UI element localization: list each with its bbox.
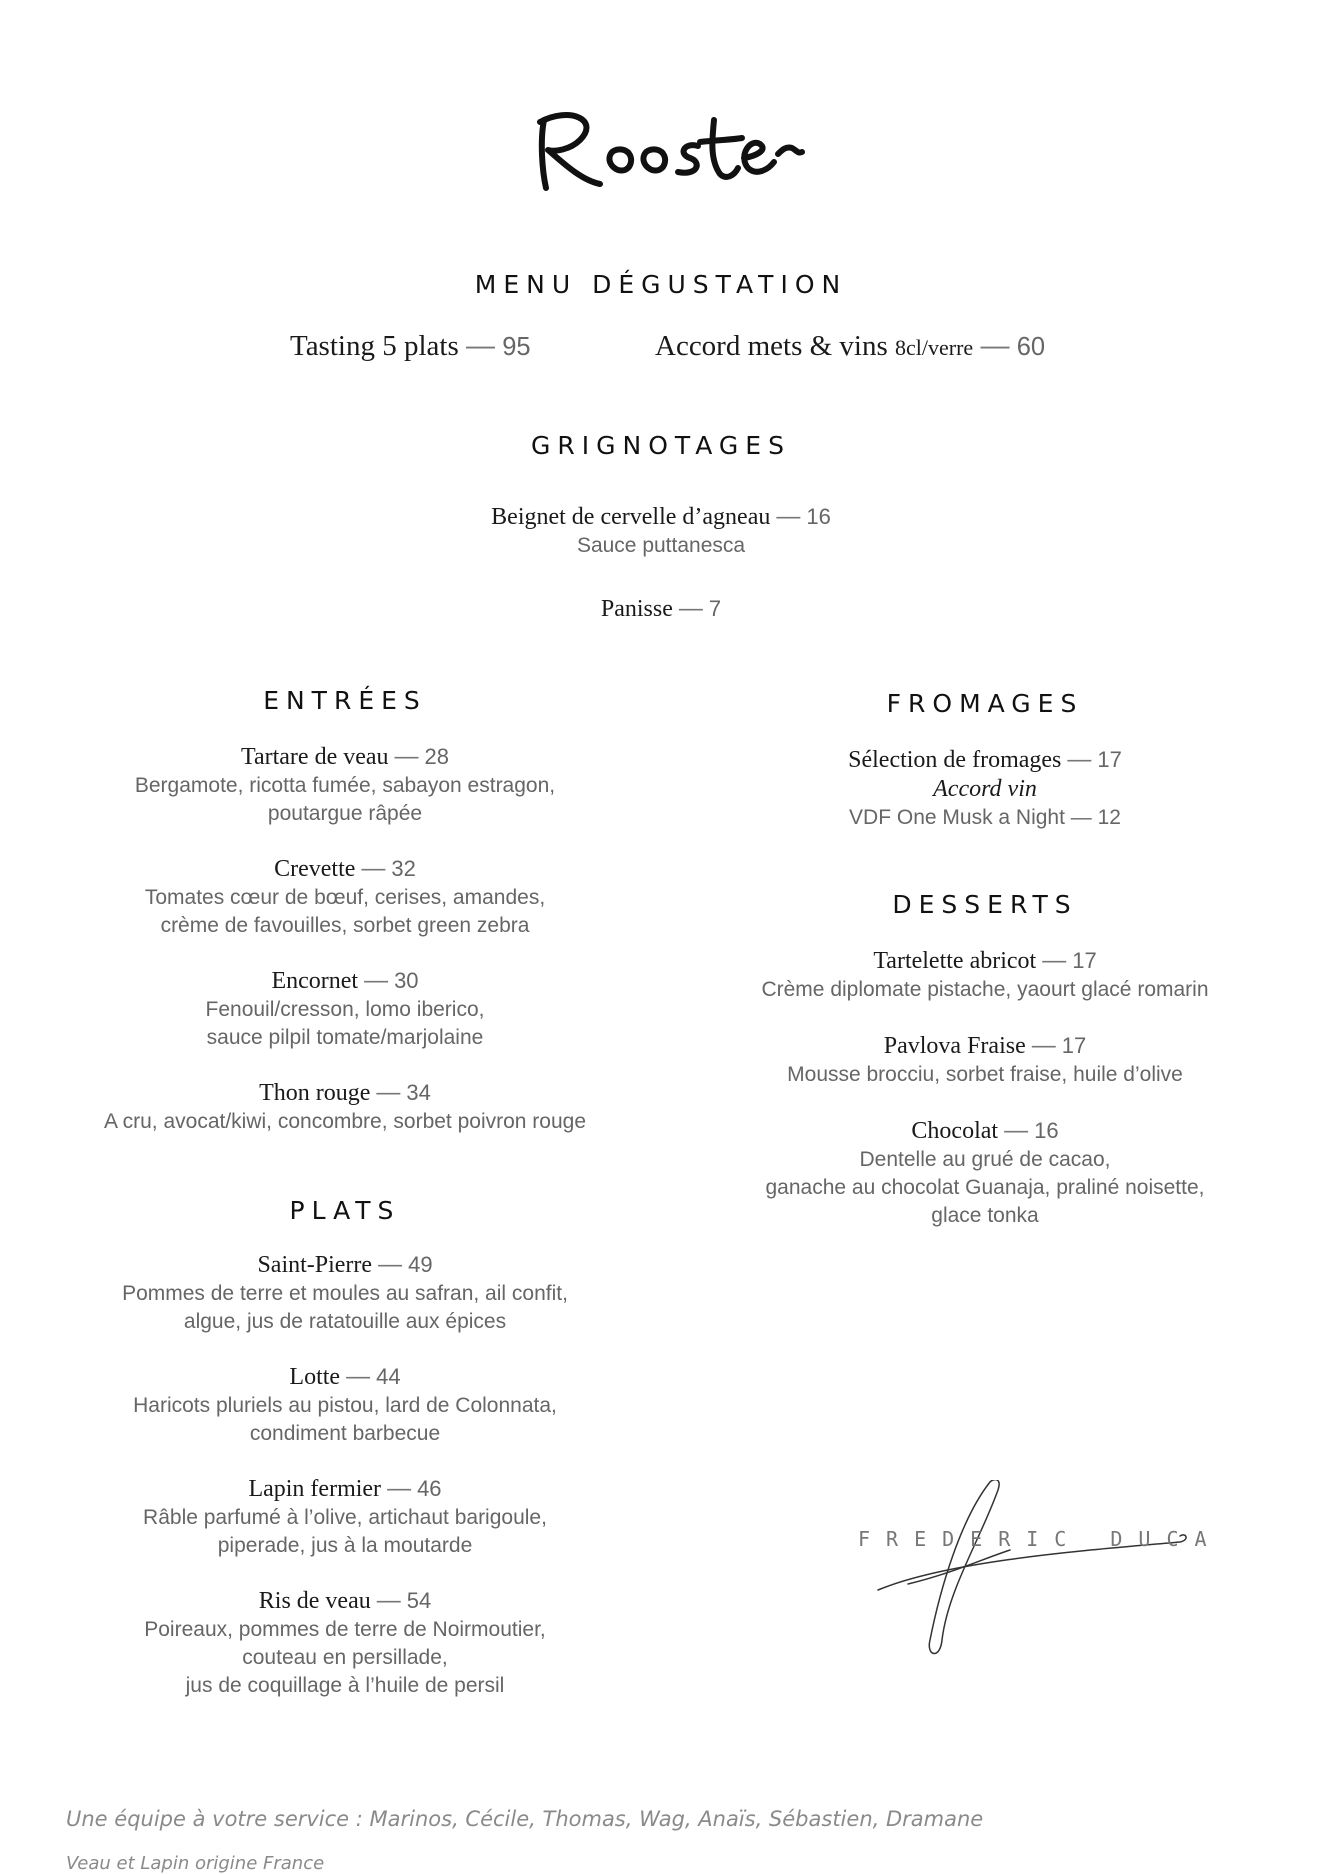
dish-description xyxy=(311,532,1011,560)
description-line: crème de favouilles, sorbet green zebra xyxy=(160,914,530,937)
dish-name-line xyxy=(65,966,625,996)
entrees-dish xyxy=(65,854,625,940)
description-line: couteau en persillade, xyxy=(242,1646,448,1669)
dish-description xyxy=(65,1392,625,1448)
description-line: Dentelle au grué de cacao, xyxy=(859,1148,1111,1171)
fromages-dish xyxy=(705,745,1265,832)
description-line: piperade, jus à la moutarde xyxy=(217,1534,473,1557)
dish-description xyxy=(65,1108,625,1136)
dish-name: Chocolat xyxy=(911,1118,999,1144)
dish-name: Sélection de fromages xyxy=(848,747,1062,773)
plats-dish xyxy=(65,1250,625,1336)
grignotages-dish xyxy=(311,594,1011,624)
plats-title: PLATS xyxy=(289,1196,401,1225)
entrees-dish xyxy=(65,1078,625,1136)
dish-name-line xyxy=(65,1586,625,1616)
dish-description xyxy=(705,976,1265,1004)
origin-line: Veau et Lapin origine France xyxy=(66,1853,325,1874)
price-dash: — xyxy=(376,1079,401,1106)
dish-name: Tartare de veau xyxy=(240,744,389,770)
dish-name-line xyxy=(311,594,1011,624)
description-line: Crème diplomate pistache, yaourt glacé romarin xyxy=(761,978,1209,1001)
dish-name: Lotte xyxy=(289,1364,341,1390)
description-line: Tomates cœur de bœuf, cerises, amandes, xyxy=(144,886,546,909)
tasting-offer: Tasting 5 plats — 95 xyxy=(290,330,531,362)
dish-name-line xyxy=(65,1474,625,1504)
description-line: glace tonka xyxy=(931,1204,1039,1227)
offer-price: 60 xyxy=(1016,333,1046,361)
offer-price: 95 xyxy=(502,333,531,361)
description-line: Râble parfumé à l’olive, artichaut barigoule, xyxy=(143,1506,547,1529)
dish-description xyxy=(65,884,625,940)
dish-price: 49 xyxy=(408,1252,433,1277)
dish-name: Ris de veau xyxy=(258,1588,371,1614)
dish-price: 7 xyxy=(708,596,722,621)
description-line: Sauce puttanesca xyxy=(576,534,746,557)
entrees-title: ENTRÉES xyxy=(263,686,427,715)
dish-name-line xyxy=(65,1362,625,1392)
description-line: algue, jus de ratatouille aux épices xyxy=(183,1310,507,1333)
offer-note: 8cl/verre xyxy=(895,335,974,360)
dish-description xyxy=(65,1504,625,1560)
desserts-dish xyxy=(705,946,1265,1004)
description-line: Mousse brocciu, sorbet fraise, huile d’olive xyxy=(787,1063,1183,1086)
dish-price: 32 xyxy=(391,856,416,881)
description-line: poutargue râpée xyxy=(267,802,423,825)
dish-name: Saint-Pierre xyxy=(257,1252,373,1278)
price-dash: — xyxy=(776,503,801,530)
dish-name: Pavlova Fraise xyxy=(883,1033,1026,1059)
dish-description xyxy=(705,1061,1265,1089)
dish-price: 44 xyxy=(376,1364,401,1389)
dish-name: Lapin fermier xyxy=(248,1476,382,1502)
dish-price: 17 xyxy=(1061,1033,1087,1058)
tasting-title: MENU DÉGUSTATION xyxy=(474,270,848,299)
chef-signature-flourish xyxy=(830,1480,1210,1660)
dish-price: 30 xyxy=(394,968,419,993)
description-line: VDF One Musk a Night — 12 xyxy=(849,806,1121,829)
dish-price: 17 xyxy=(1097,747,1122,772)
grignotages-dish xyxy=(311,502,1011,560)
dish-description xyxy=(65,772,625,828)
offer-label: Tasting 5 plats xyxy=(290,330,459,362)
price-dash: — xyxy=(361,855,386,882)
dish-description xyxy=(705,804,1265,832)
grignotages-title: GRIGNOTAGES xyxy=(531,431,791,460)
dish-description xyxy=(705,1146,1265,1230)
description-line: Bergamote, ricotta fumée, sabayon estragon, xyxy=(134,774,556,797)
dish-price: 28 xyxy=(424,744,450,769)
description-line: ganache au chocolat Guanaja, praliné noisette, xyxy=(765,1176,1205,1199)
description-line: Poireaux, pommes de terre de Noirmoutier, xyxy=(144,1618,546,1641)
dish-name-line xyxy=(311,502,1011,532)
offer-label: Accord mets & vins xyxy=(655,330,888,362)
description-line: Fenouil/cresson, lomo iberico, xyxy=(205,998,485,1021)
desserts-title: DESSERTS xyxy=(892,890,1078,919)
plats-dish xyxy=(65,1362,625,1448)
fromages-title: FROMAGES xyxy=(886,689,1084,718)
wine-pairing-label: Accord vin xyxy=(933,776,1037,802)
rooster-logo xyxy=(530,100,810,210)
dish-name: Beignet de cervelle d’agneau xyxy=(491,504,771,530)
plats-dish xyxy=(65,1586,625,1700)
dish-price: 17 xyxy=(1072,948,1097,973)
dish-description xyxy=(65,996,625,1052)
description-line: jus de coquillage à l’huile de persil xyxy=(185,1674,505,1697)
dish-name-line xyxy=(705,946,1265,976)
description-line: Pommes de terre et moules au safran, ail confit, xyxy=(122,1282,568,1305)
description-line: Haricots pluriels au pistou, lard de Colonnata, xyxy=(133,1394,557,1417)
dish-name-line xyxy=(705,1116,1265,1146)
description-line: sauce pilpil tomate/marjolaine xyxy=(206,1026,484,1049)
price-dash: — xyxy=(376,1587,401,1614)
dish-name-line xyxy=(65,742,625,772)
price-dash: — xyxy=(678,595,703,622)
dish-name: Encornet xyxy=(271,968,359,994)
dish-price: 46 xyxy=(417,1476,442,1501)
dish-name-line xyxy=(705,1031,1265,1061)
price-dash: — xyxy=(1004,1117,1029,1144)
dish-price: 16 xyxy=(806,504,831,529)
dish-name: Crevette xyxy=(274,856,356,882)
dish-description xyxy=(65,1616,625,1700)
dish-name-line xyxy=(65,854,625,884)
price-dash: — xyxy=(1042,947,1067,974)
price-dash: — xyxy=(394,743,419,770)
chef-name: FREDERIC DUCA xyxy=(858,1527,1223,1551)
wine-pairing-offer: Accord mets & vins 8cl/verre — 60 xyxy=(655,330,1046,362)
dish-name: Panisse xyxy=(600,596,673,622)
price-dash: — xyxy=(364,967,389,994)
dish-price: 54 xyxy=(406,1588,432,1613)
desserts-dish xyxy=(705,1031,1265,1089)
price-dash: — xyxy=(1067,746,1092,773)
price-dash: — xyxy=(387,1475,412,1502)
dish-price: 16 xyxy=(1034,1118,1059,1143)
plats-dish xyxy=(65,1474,625,1560)
description-line: A cru, avocat/kiwi, concombre, sorbet poivron rouge xyxy=(103,1110,587,1133)
dish-name: Tartelette abricot xyxy=(873,948,1037,974)
entrees-dish xyxy=(65,966,625,1052)
description-line: condiment barbecue xyxy=(249,1422,441,1445)
entrees-dish xyxy=(65,742,625,828)
dish-description xyxy=(65,1280,625,1336)
dish-name: Thon rouge xyxy=(259,1080,371,1106)
price-dash: — xyxy=(346,1363,371,1390)
price-dash: — xyxy=(378,1251,403,1278)
dish-name-line xyxy=(65,1250,625,1280)
dish-name-line xyxy=(65,1078,625,1108)
desserts-dish xyxy=(705,1116,1265,1230)
price-dash: — xyxy=(1031,1032,1056,1059)
dish-name-line xyxy=(705,745,1265,775)
team-line: Une équipe à votre service : Marinos, Cécile, Thomas, Wag, Anaïs, Sébastien, Dramane xyxy=(66,1807,984,1831)
dish-price: 34 xyxy=(406,1080,431,1105)
